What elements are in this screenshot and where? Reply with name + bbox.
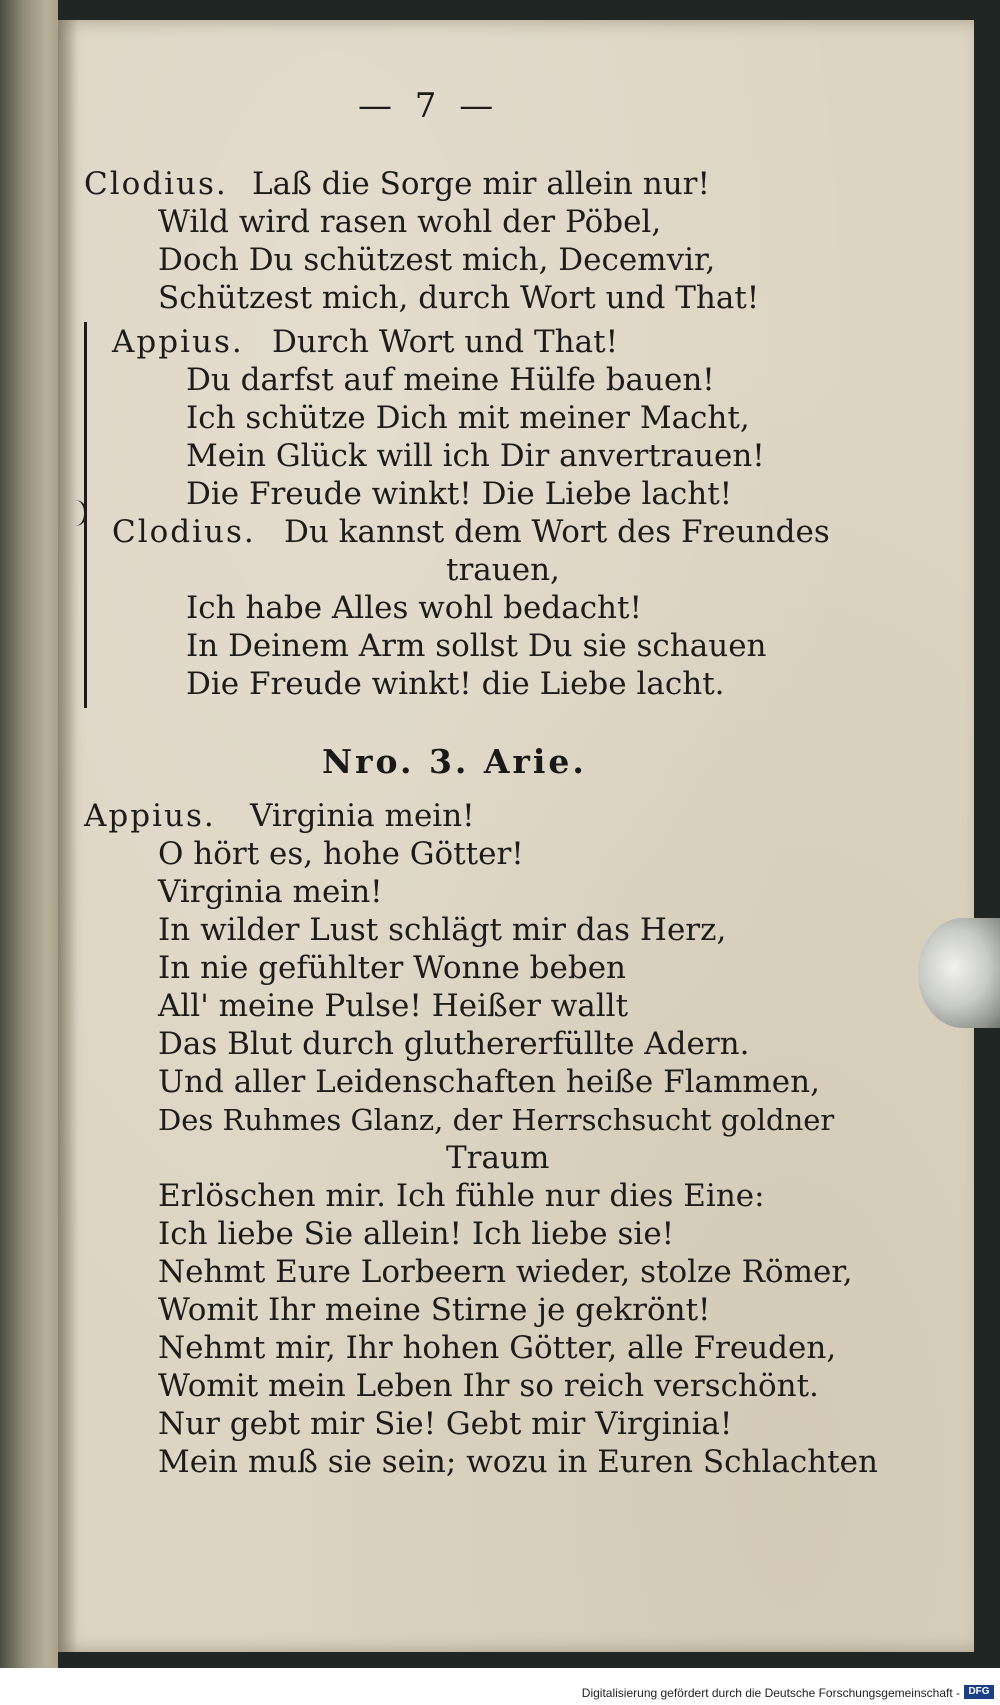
verse-line: Durch Wort und That! xyxy=(272,324,619,360)
verse-line: All' meine Pulse! Heißer wallt xyxy=(158,988,629,1024)
verse-line: Erlöschen mir. Ich fühle nur dies Eine: xyxy=(158,1178,765,1214)
verse-line: In Deinem Arm sollst Du sie schauen xyxy=(186,628,767,664)
verse-line: Du darfst auf meine Hülfe bauen! xyxy=(186,362,715,398)
verse-line: Und aller Leidenschaften heiße Flammen, xyxy=(158,1064,820,1100)
verse-line: trauen, xyxy=(446,552,560,588)
verse-line: Die Freude winkt! die Liebe lacht. xyxy=(186,666,725,702)
page-number: — 7 — xyxy=(358,86,500,126)
verse-line: Die Freude winkt! Die Liebe lacht! xyxy=(186,476,733,512)
verse-line: Ich schütze Dich mit meiner Macht, xyxy=(186,400,750,436)
verse-line: Du kannst dem Wort des Freundes xyxy=(284,514,830,550)
dfg-logo: DFG xyxy=(964,1685,994,1699)
verse-line: In wilder Lust schlägt mir das Herz, xyxy=(158,912,727,948)
verse-line: In nie gefühlter Wonne beben xyxy=(158,950,627,986)
verse-line: Womit mein Leben Ihr so reich verschönt. xyxy=(158,1368,819,1404)
left-page-edge xyxy=(0,0,58,1668)
verse-line: Virginia mein! xyxy=(158,874,383,910)
verse-line: O hört es, hohe Götter! xyxy=(158,836,524,872)
section-heading: Nro. 3. Arie. xyxy=(322,742,587,781)
verse-line: Mein Glück will ich Dir anvertrauen! xyxy=(186,438,765,474)
speaker-appius: Appius. xyxy=(112,324,244,360)
page-clip xyxy=(918,918,1000,1028)
gutter-shadow xyxy=(58,20,78,1652)
verse-line: Laß die Sorge mir allein nur! xyxy=(252,166,710,202)
verse-line: Doch Du schützest mich, Decemvir, xyxy=(158,242,716,278)
verse-line: Nur gebt mir Sie! Gebt mir Virginia! xyxy=(158,1406,733,1442)
verse-line: Nehmt Eure Lorbeern wieder, stolze Römer, xyxy=(158,1254,853,1290)
verse-line: Das Blut durch gluthererfüllte Adern. xyxy=(158,1026,750,1062)
speaker-clodius: Clodius. xyxy=(84,166,228,202)
verse-line: Nehmt mir, Ihr hohen Götter, alle Freuden, xyxy=(158,1330,837,1366)
speaker-clodius: Clodius. xyxy=(112,514,256,550)
verse-line: Virginia mein! xyxy=(250,798,475,834)
verse-line: Traum xyxy=(446,1140,550,1176)
verse-line: Womit Ihr meine Stirne je gekrönt! xyxy=(158,1292,711,1328)
verse-line: Wild wird rasen wohl der Pöbel, xyxy=(158,204,662,240)
verse-line: Ich habe Alles wohl bedacht! xyxy=(186,590,642,626)
speaker-appius: Appius. xyxy=(84,798,216,834)
verse-line: Mein muß sie sein; wozu in Euren Schlachten xyxy=(158,1444,878,1480)
verse-line: Des Ruhmes Glanz, der Herrschsucht goldner xyxy=(158,1103,835,1137)
verse-line: Ich liebe Sie allein! Ich liebe sie! xyxy=(158,1216,675,1252)
footer-credit: Digitalisierung gefördert durch die Deutsche Forschungsgemeinschaft - xyxy=(581,1686,960,1700)
verse-line: Schützest mich, durch Wort und That! xyxy=(158,280,760,316)
